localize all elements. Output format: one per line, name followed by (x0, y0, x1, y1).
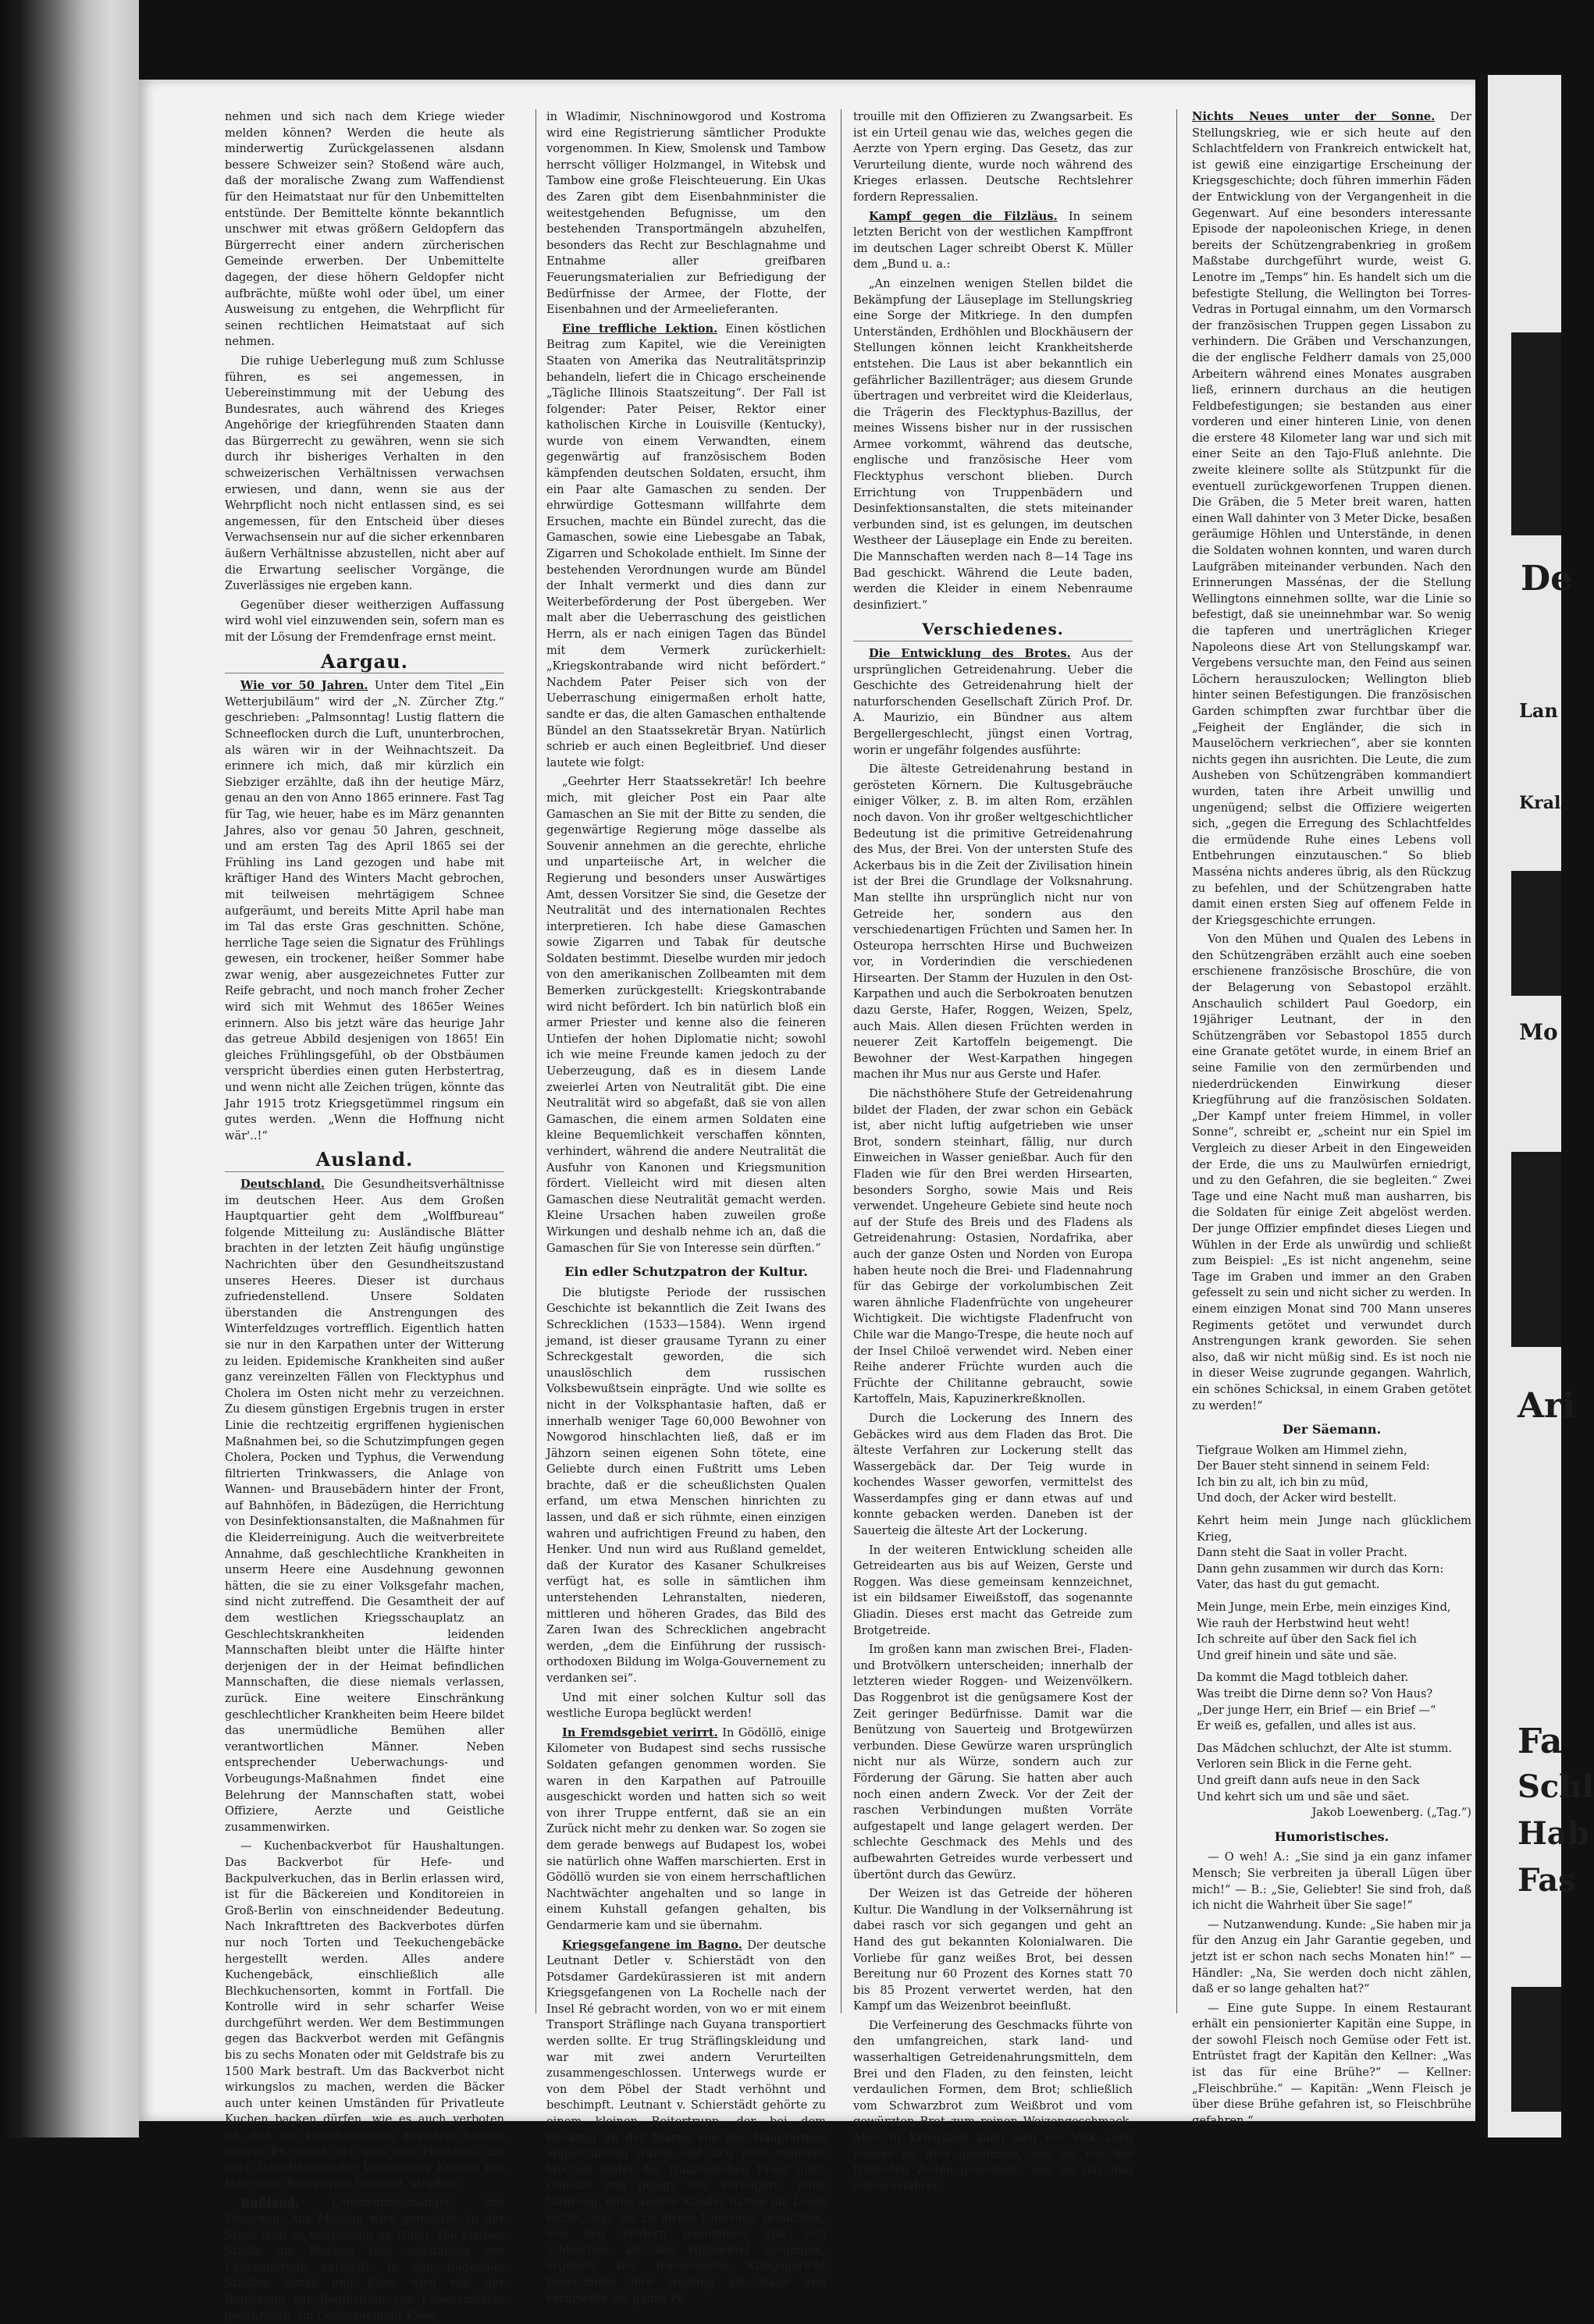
article-heading: Die Entwicklung des Brotes. (869, 647, 1071, 660)
poem-line: Verloren sein Blick in die Ferne geht. (1197, 1757, 1412, 1771)
paragraph: Die blutigste Periode der russischen Geschichte ist bekanntlich die Zeit Iwans des Schrecklichen (1533—1584). Wenn irgend jemand, ist dieser grausame Tyrann zu einer Schreckgestalt geworden, die sich unauslöschlich dem russischen Volksbewußtsein einprägte. Und wie sollte es nicht in der Volksphantasie haften, daß er innerhalb weniger Tage 60,000 Bewohner von Nowgorod hinschlachten ließ, daß er im Jähzorn seinen eigenen Sohn tötete, eine Geliebte durch einen Fußtritt ums Leben brachte, daß er die scheußlichsten Qualen erfand, um etwa Menschen hinrichten zu lassen, und daß er sich rühmte, einen einzigen wahren und aufrichtigen Freund zu haben, den Henker. Und nun wird aus Rußland gemeldet, daß der Kurator des Kasaner Schulkreises verfügt hat, es solle in sämtlichen ihm unterstehenden Lehranstalten, niederen, mittleren und höheren Grades, das Bild des Zaren Iwan des Schrecklichen angebracht werden, „dem die Einführung der russisch-orthodoxen Bildung im Wolga-Gouvernement zu verdanken sei“. (546, 1285, 826, 1685)
paragraph: Die ruhige Ueberlegung muß zum Schlusse führen, es sei angemessen, in Uebereinstimmung mit der Uebung des Bundesrates, auch während des Krieges Angehörige der kriegführenden Staaten dann das Bürgerrecht zu gewähren, wenn sie sich durch ihr bisheriges Verhalten in den schweizerischen Verhältnissen verwachsen erwiesen, und dann, wenn sie aus der Wehrpflicht noch nicht entlassen sind, es sei angemessen, für den Entscheid über dieses Verwachsensein nur auf die sicher erkennbaren äußern Verhältnisse abzustellen, nicht aber auf die Erwartung seelischer Vorgänge, die Zuverlässiges nie ergeben kann. (225, 354, 504, 593)
paragraph: Die Verfeinerung des Geschmacks führte von den umfangreichen, stark land- und wasserhaltigen Getreidenahrungsmitteln, dem Brei und den Fladen, zu den feinsten, leicht verdaulichen Formen, dem Brot; schließlich vom Schwarzbrot zum Weißbrot und vom gewürzten Brot zum reinen Weizengeschmack. Aber in Kriegszeit kann sich ein Volk auch wieder an Brot gewöhnen, wie sie vor der frühesten Zeiten gewöhnen, wie sie das nun schon erfahren. (853, 2018, 1133, 2193)
poem-stanza (1197, 1600, 1471, 1664)
paragraph: Die nächsthöhere Stufe der Getreidenahrung bildet der Fladen, der zwar schon ein Gebäck ist, aber nicht luftig aufgetrieben wie unser Brot, sondern steinhart, fällig, nur durch Einweichen in Wasser genießbar. Auch für den Fladen wie für den Brei werden Hirsearten, besonders Sorgho, sowie Mais und Reis verwendet. Ungeheure Gebiete sind heute noch auf der Stufe des Breis und des Fladens als Getreidenahrung: Ostasien, Nordafrika, aber auch der ganze Osten und Norden von Europa haben heute noch die Brei- und Fladennahrung für das Gebirge der vorkolumbischen Zeit waren ähnliche Fladenfrüchte von ungeheurer Wichtigkeit. Die wichtigste Fladenfrucht von Chile war die Mango-Trespe, die heute noch auf der Insel Chiloë verwendet wird. Neben einer Reihe anderer Früchte wurden auch die Früchte der Chilitanne gebraucht, sowie Kartoffeln, Mais, Kapuzinerkreßknollen. (853, 1087, 1133, 1406)
article-heading: Nichts Neues unter der Sonne. (1192, 110, 1436, 123)
poem-line: Er weiß es, gefallen, und alles ist aus. (1197, 1719, 1417, 1733)
poem-line: Wie rauh der Herbstwind heut weht! (1197, 1616, 1411, 1630)
article-text: In seinem letzten Bericht von der westlichen Kampffront im deutschen Lager schreibt Oberst K. Müller dem „Bund u. a.: (853, 209, 1133, 272)
paragraph: Der Weizen ist das Getreide der höheren Kultur. Die Wandlung in der Volksernährung ist dabei rasch vor sich gegangen und geht an Hand des gut bekannten Kolonialwaren. Die Vorliebe für ganz weißes Brot, bei dessen Bereitung nur 60 Prozent des Kornes statt 70 bis 85 Prozent verwertet werden, hat den Kampf um das Weizenbrot beeinflußt. (853, 1887, 1133, 2013)
paragraph: nehmen und sich nach dem Kriege wieder melden können? Werden die heute als minderwertig Zurückgelassenen alsdann bessere Schweizer sein? Stoßend wäre auch, daß der moralische Zwang zum Waffendienst für den Heimatstaat nur für den Unbemittelten entstünde. Der Bemittelte könnte bekanntlich unschwer mit etwas größern Geldopfern das Bürgerrecht einer andern zürcherischen Gemeinde erwerben. Der Unbemittelte dagegen, der diese höhern Geldopfer nicht aufbrächte, müßte wohl oder übel, um einer Ausweisung zu entgehen, die Wehrpflicht für seinen rechtlichen Heimatstaat auf sich nehmen. (225, 110, 504, 349)
poem-line: Der Bauer steht sinnend in seinem Feld: (1197, 1459, 1430, 1473)
paragraph: „Geehrter Herr Staatssekretär! Ich beehre mich, mit gleicher Post ein Paar alte Gamaschen an Sie mit der Bitte zu senden, die gegenwärtige Regierung möge dasselbe als Souvenir annehmen an die gerechte, ehrliche und unparteiische Art, in welcher die Regierung und besonders unser Auswärtiges Amt, dessen Vorsitzer Sie sind, die Gesetze der Neutralität und des internationalen Rechtes interpretieren. Ich habe diese Gamaschen sowie Zigarren und Tabak für deutsche Soldaten bestimmt. Dieselbe wurden mir jedoch von den amerikanischen Zollbeamten mit dem Bemerken zurückgestellt: Kriegskontrabande wird nicht befördert. Ich bin natürlich bloß ein armer Priester und kenne also die feineren Untiefen der hohen Diplomatie nicht; sowohl ich wie meine Freunde kamen jedoch zu der Ueberzeugung, daß es in diesem Lande zweierlei Arten von Neutralität gibt. Die eine Neutralität wird so abgefaßt, daß sie von allen Gamaschen, die einem armen Soldaten eine kleine Bequemlichkeit verschaffen könnten, verhindert, während die andere Neutralität die Ausfuhr von Kanonen und Kriegsmunition fördert. Vielleicht wird mit diesen alten Gamaschen diese Neutralität gemacht werden. Kleine Ursachen haben zuweilen große Wirkungen und deshalb nehme ich an, daß die Gamaschen für Sie von Interesse sein dürften.“ (546, 775, 826, 1255)
poem-line: Ich schreite auf über den Sack fiel ich (1197, 1633, 1417, 1647)
poem-line: Mein Junge, mein Erbe, mein einziges Kind, (1197, 1601, 1451, 1615)
next-page-edge (1480, 75, 1594, 2137)
poem-stanza (1197, 1443, 1471, 1507)
article-text: Aus der ursprünglichen Getreidenahrung. Ueber die Geschichte des Getreidenahrung hielt der naturforschenden Gesellschaft Zürich Prof. Dr. A. Maurizio, ein Bündner aus altem Bergellergeschlecht, jüngst einen Vortrag, worin er ungefähr folgendes ausführte: (853, 647, 1133, 757)
column-rule (1176, 109, 1177, 2013)
article-heading: Rußland. (240, 2196, 299, 2210)
paragraph: — Eine gute Suppe. In einem Restaurant erhält ein pensionierter Kapitän eine Suppe, in der sowohl Fleisch noch Gemüse oder Fett ist. Entrüstet fragt der Kapitän den Kellner: „Was ist das für eine Brühe?“ — Kellner: „Fleischbrühe.“ — Kapitän: „Wenn Fleisch je über diese Brühe gefahren ist, so Fleischbrühe gefahren.“ (1192, 2001, 1471, 2127)
poem-line: Vater, das hast du gut gemacht. (1197, 1578, 1380, 1592)
article-title: Ein edler Schutzpatron der Kultur. (564, 1264, 808, 1280)
edge-fragment: Lan (1519, 699, 1558, 722)
paragraph: in Wladimir, Nischninowgorod und Kostroma wird eine Registrierung sämtlicher Produkte vorgenommen. In Kiew, Smolensk und Tambow herrscht völliger Holzmangel, in Witebsk und Tambow eine große Fleischteuerung. Ein Ukas des Zaren gibt dem Eisenbahnminister die weitestgehenden Befugnisse, um den bestehenden Transportmängeln abzuhelfen, besonders das Recht zur Beschlagnahme und Entnahme aller greifbaren Feuerungsmaterialien zur Befriedigung der Bedürfnisse der Armee, der Flotte, der Eisenbahnen und der Armeelieferanten. (546, 110, 826, 317)
advert-block (1511, 1987, 1561, 2112)
poem-line: „Der junge Herr, ein Brief — ein Brief —“ (1197, 1703, 1436, 1717)
edge-fragment: Schl (1518, 1768, 1594, 1805)
paragraph: — Nutzanwendung. Kunde: „Sie haben mir ja für den Anzug ein Jahr Garantie gegeben, und jetzt ist er schon nach sechs Monaten hin!“ — Händler: „Na, Sie werden doch nicht zählen, daß er so lange gehalten hat?“ (1192, 1917, 1471, 1996)
poem-line: Dann gehn zusammen wir durch das Korn: (1197, 1562, 1444, 1576)
edge-fragment: Kral (1519, 793, 1561, 813)
edge-fragment: Hab (1518, 1815, 1589, 1852)
article-text: Einen köstlichen Beitrag zum Kapitel, wie die Vereinigten Staaten von Amerika das Neutralitätsprinzip behandeln, liefert die in Chicago erscheinende „Tägliche Illinois Staatszeitung“. Der Fall ist folgender: Pater Peiser, Rektor einer katholischen Kirche in Louisville (Kentucky), wurde von einem Verwandten, einem gegenwärtig auf französischem Boden kämpfenden deutschen Soldaten, ersucht, ihm ein Paar alte Gamaschen zu senden. Der ehrwürdige Gottesmann willfahrte dem Ersuchen, machte ein Bündel zurecht, das die Gamaschen, sowie eine Liebesgabe an Tabak, Zigarren und Schokolade enthielt. Im Sinne der bestehenden Verordnungen wurde am Bündel der Inhalt vermerkt und dies dann zur Weiterbeförderung der Post übergeben. Wer malt aber die Ueberraschung des geistlichen Herrn, als er nach einigen Tagen das Bündel mit dem Vermerk zurückerhielt: „Kriegskontrabande wird nicht befördert.“ Nachdem Pater Peiser sich von der Ueberraschung einigermaßen erholt hatte, sandte er das, die alten Gamaschen enthaltende Bündel an den Staatssekretär Bryan. Natürlich schrieb er auch einen Begleitbrief. Und dieser lautete wie folgt: (546, 322, 826, 769)
poem-stanza (1197, 1741, 1471, 1805)
column-4 (1192, 109, 1471, 2127)
edge-fragment: Fa (1518, 1722, 1563, 1761)
article-heading: Deutschland. (240, 1178, 325, 1191)
article-heading: Kriegsgefangene im Bagno. (562, 1938, 742, 1952)
paragraph: — Kuchenbackverbot für Haushaltungen. Das Backverbot für Hefe- und Backpulverkuchen, das in Berlin erlassen wird, ist für die Bäckereien und Konditoreien in Groß-Berlin von einschneidender Bedeutung. Nach Inkrafttreten des Backverbotes dürfen nur noch Torten und Teekuchengebäcke hergestellt werden. Alles andere Kuchengebäck, einschließlich alle Blechkuchensorten, kommt in Fortfall. Die Kontrolle wird in sehr scharfer Weise durchgeführt werden. Wer dem Bestimmungen gegen das Backverbot werden mit Gefängnis bis zu sechs Monaten oder mit Geldstrafe bis zu 1500 Mark bestraft. Um das Backverbot nicht wirkungslos zu machen, werden die Bäcker auch unter keinen Umständen für Privatleute Kuchen backen dürfen, wie es auch verboten ist, daß die Haushaltungen auswärts backen lassen. Es macht sich also jede Hausfrau, die nach Inkrafttreten der Verordnung Kuchen mit Hefe oder Backpulver herstellt, strafbar. (225, 1839, 504, 2191)
advert-block (1511, 1152, 1561, 1347)
paragraph: — O weh! A.: „Sie sind ja ein ganz infamer Mensch; Sie verbreiten ja überall Lügen über mich!“ — B.: „Sie, Geliebter! Sie sind froh, daß ich nicht die Wahrheit über Sie sage!“ (1192, 1850, 1471, 1913)
paragraph: Die älteste Getreidenahrung bestand in gerösteten Körnern. Die Kultusgebräuche einiger Völker, z. B. im alten Rom, erzählen noch davon. Von ihr großer weltgeschichtlicher Bedeutung ist die primitive Getreidenahrung des Mus, der Brei. Von der untersten Stufe des Ackerbaus bis in die Zeit der Zivilisation hinein ist der Brei die Grundlage der Volksnahrung. Man stellte ihn ursprünglich nicht nur von Getreide her, sondern aus den verschiedenartigen Früchten und Samen her. In Osteuropa herrschten Hirse und Buchweizen vor, in Vorderindien die verschiedenen Hirsearten. Der Stamm der Huzulen in den Ost-Karpathen und auch die Serbokroaten benutzen dazu Gerste, Hafer, Roggen, Weizen, Spelz, auch Mais. Allen diesen Früchten werden in neuerer Zeit Kartoffeln beigemengt. Die Bewohner der West-Karpathen hingegen machen ihr Mus nur aus Gerste und Hafer. (853, 762, 1133, 1082)
article-text: In Gödöllö, einige Kilometer von Budapest sind sechs russische Soldaten gefangen genommen worden. Sie waren in den Karpathen auf Patrouille ausgeschickt worden und hatten sich so weit von ihrer Truppe entfernt, daß sie an ein Zurück nicht mehr zu denken war. So zogen sie dem gerade benwegs auf Budapest los, wobei sie natürlich ohne Waffen marschierten. Erst in Gödöllö wurden sie von einem herrschaftlichen Nachtwächter angehalten und so lange in einem Kuhstall gefangen gehalten, bis Gendarmerie kam und sie übernahm. (546, 1725, 827, 1932)
article-text: Lebensmittelmangel und Teuerung. Aus Moskau wird gemeldet: In der Stadt fehlt es vollständig an Hafer. Die kleinen Städte um Moskau sind vollständig von Lebensmitteln entblößt. In den folgenden Städten Kursk und Kiew wird von der Regierung zur Requisition von Lebensmitteln geschritten. Im Gouvernement Kiew, (225, 2196, 504, 2322)
advert-block (1511, 871, 1561, 996)
book-spine (0, 0, 139, 2137)
advert-block (1511, 332, 1561, 535)
article-text: Unter dem Titel „Ein Wetterjubiläum“ wird der „N. Zürcher Ztg.“ geschrieben: „Palmsonntag! Lustig flattern die Schneeflocken durch die Luft, ununterbrochen, als wären wir in der Weihnachtszeit. Da erinnere ich mich, daß mir kürzlich ein Siebziger erzählte, daß ihn der heutige März, genau an den von Anno 1865 erinnere. Fast Tag für Tag, wie heuer, habe es im März genannten Jahres, also vor genau 50 Jahren, geschneit, und am ersten Tag des April 1865 sei der Frühling ins Land gezogen und habe mit kräftiger Hand des Winters Macht gebrochen, mit teilweisen mehrtägigem Schnee aufgeräumt, und bereits Mitte April habe man im Tal das erste Gras geschnitten. Schöne, herrliche Tage seien die Signatur des Frühlings gewesen, ein trockener, heißer Sommer habe zwar wenig, aber ausgezeichnetes Futter zur Reife gebracht, und noch manch froher Zecher wird sich mit Wehmut des 1865er Weines erinnern. Also bis jetzt wäre das heurige Jahr das getreue Abbild desjenigen von 1865! Ein gleiches Frühlingsgefühl, ob der Obstbäumen verspricht überdies einen guten Herbstertrag, und wenn nicht alle Zeichen trügen, könnte das Jahr 1915 trotz Kriegsgetümmel ringsum ein gutes werden. „Wenn die Hoffnung nicht wär'..!“ (225, 679, 505, 1142)
paragraph: Im großen kann man zwischen Brei-, Fladen- und Brotvölkern unterscheiden; innerhalb der letzteren wieder Roggen- und Weizenvölkern. Das Roggenbrot ist die genügsamere Kost der Zeit geringer Bedürfnisse. Damit war die Benützung von Sauerteig und Brotgewürzen verbunden. Diese Gewürze waren ursprünglich nicht nur als Würze, sondern auch zur Förderung der Gärung. Sie hatten aber auch noch einen andern Zweck. Vor der Zeit der raschen Verbindungen mußten Vorräte aufgestapelt und lange gelagert werden. Der schlechte Geschmack des Mehls und des aufbewahrten Getreides wurde verbessert und übertönt durch das Gewürz. (853, 1643, 1133, 1882)
poem-line: Kehrt heim mein Junge nach glücklichem Krieg, (1197, 1514, 1471, 1544)
poem-line: Und doch, der Acker wird bestellt. (1197, 1491, 1397, 1505)
poem-stanza (1197, 1513, 1471, 1594)
column-2 (546, 109, 827, 2305)
poem-line: Das Mädchen schluchzt, der Alte ist stumm. (1197, 1741, 1452, 1755)
poem-line: Und kehrt sich um und säe und säet. (1197, 1789, 1410, 1803)
paragraph: In der weiteren Entwicklung scheiden alle Getreidearten aus bis auf Weizen, Gerste und Roggen. Was diese gemeinsam kennzeichnet, ist ein bildsamer Eiweißstoff, das sogenannte Gliadin. Dieses erst macht das Getreide zum Brotgetreide. (853, 1543, 1133, 1637)
paragraph: Von den Mühen und Qualen des Lebens in den Schützengräben erzählt auch eine soeben erschienene französische Broschüre, die von der Belagerung von Sebastopol erzählt. Anschaulich schildert Paul Goedorp, ein 19jähriger Leutnant, der in den Schützengräben vor Sebastopol 1855 durch eine Granate getötet wurde, in einem Brief an seine Familie von den zermürbenden und niederdrückenden Einwirkung dieser Kriegführung auf die französischen Soldaten. „Der Kampf unter freiem Himmel, in voller Sonne“, schreibt er, „scheint nur ein Spiel im Vergleich zu dieser Arbeit in den Eingeweiden der Erde, die uns zu Maulwürfen erniedrigt, und zu den Gefahren, die sie begleiten.“ Zwei Tage und eine Nacht muß man ausharren, bis die Soldaten für einige Zeit abgelöst werden. Der junge Offizier empfindet dieses Liegen und Wühlen in der Erde als unwürdig und schließt zum Beispiel: „Es ist nicht angenehm, seine Tage im Graben und immer an den Graben gefesselt zu sein und nicht sicher zu werden. In einem einzigen Monat sind 700 Mann unseres Regiments getötet und verwundet durch Anstrengungen krank geworden. Sie sehen also, daß wir nicht müßig sind. Es ist noch nie in dieser Weise zugrunde gegangen. Wahrlich, ein schönes Schicksal, in einem Graben getötet zu werden!“ (1192, 933, 1471, 1413)
edge-fragment: Ari (1518, 1386, 1576, 1426)
section-heading-verschiedenes: Verschiedenes. (853, 621, 1133, 641)
paragraph: Und mit einer solchen Kultur soll das westliche Europa beglückt werden! (546, 1690, 826, 1721)
page-gap (1480, 75, 1488, 2137)
poem-line: Dann steht die Saat in voller Pracht. (1197, 1546, 1407, 1560)
article-text: Der Stellungskrieg, wie er sich heute auf den Schlachtfeldern von Frankreich entwickelt hat, ist gewiß eine einzigartige Erscheinung der Kriegsgeschichte; doch führen immerhin Fäden der Entwicklung von der Vergangenheit in die Gegenwart. Auf eine besonders interessante Episode der napoleonischen Kriege, in denen bereits der Schützengrabenkrieg in großem Maßstabe durchgeführt wurde, weist G. Lenotre im „Temps“ hin. Es handelt sich um die befestigte Stellung, die Wellington bei Torres-Vedras in Portugal einnahm, um den Vormarsch der französischen Truppen gegen Lissabon zu verhindern. Die Gräben und Verschanzungen, die der englische Feldherr damals von 25,000 Arbeitern während eines Monates ausgraben ließ, erinnern durchaus an die heutigen Feldbefestigungen; sie bestanden aus einer vorderen und einer hinteren Linie, von denen die erstere 48 Kilometer lang war und sich mit einer Seite an den Tajo-Fluß anlehnte. Die zweite kleinere sollte als Stützpunkt für die eventuell zurückgeworfenen Truppen dienen. Die Gräben, die 5 Meter breit waren, hatten einen Wall dahinter von 3 Meter Dicke, besaßen geräumige Höhlen und Unterstände, in denen die Soldaten wohnen konnten, und waren durch Laufgräben miteinander verbunden. Nach den Erinnerungen Massénas, der die Stellung Wellingtons einnehmen sollte, war die Linie so befestigt, daß sie uneinnehmbar war. So wenig die tapferen und unerträglichen Krieger Napoleons diese Art von Stellungskampf war. Vergebens versuchte man, den Feind aus seinen Löchern herauszulocken; Wellington blieb hinter seinen Befestigungen. Die französischen Garden schimpften zwar furchtbar über die „Feigheit der Engländer, die sich in Mauselöchern verkriechen“, aber sie konnten nichts gegen ihn ausrichten. Die Leute, die zum Ausheben von Schützengräben kommandiert wurden, taten ihre Arbeit unwillig und ungenügend; selbst die Offiziere weigerten sich, „gegen die Erregung des Schlachtfeldes die ermüdende Ruhe eines Lebens voll Entbehrungen einzutauschen.“ So blieb Masséna nichts anderes übrig, als den Rückzug zu befehlen, und der Schützengraben hatte damit einen ersten Sieg auf offenem Felde in der Kriegsgeschichte errungen. (1192, 110, 1471, 927)
column-3 (853, 109, 1133, 2193)
poem-author: Jakob Loewenberg. („Tag.“) (1311, 1806, 1471, 1820)
paragraph: „An einzelnen wenigen Stellen bildet die Bekämpfung der Läuseplage im Stellungskrieg eine Sorge der Mitkriege. In den dumpfen Unterständen, Erdhöhlen und Blockhäusern der Stellungen können leicht Krankheitsherde entstehen. Die Laus ist aber bekanntlich ein gefährlicher Bazillenträger; aus diesem Grunde übertragen und verbreitet wird die Kleiderlaus, die Trägerin des Flecktyphus-Bazillus, der meines Wissens bisher nur in der russischen Armee vorkommt, während das deutsche, englische und französische Heer vom Flecktyphus verschont blieben. Durch Errichtung von Truppenbädern und Desinfektionsanstalten, die stets miteinander verbunden sind, ist es gelungen, im deutschen Westheer der Läuseplage ein Ende zu bereiten. Die Mannschaften werden nach 8—14 Tage ins Bad geschickt. Während die Leute baden, werden die Kleider in einem Nebenraume desinfiziert.“ (853, 276, 1133, 612)
column-rule (535, 109, 536, 2013)
paragraph: Gegenüber dieser weitherzigen Auffassung wird wohl viel einzuwenden sein, sofern man es mit der Lösung der Fremdenfrage ernst meint. (225, 598, 504, 644)
column-1 (225, 109, 505, 2322)
article-text: Der deutsche Leutnant Detler v. Schierstädt von den Potsdamer Gardekürassieren ist mit andern Kriegsgefangenen von La Rochelle nach der Insel Ré gebracht worden, von wo er mit einem Transport Sträflinge nach Guyana transportiert werden sollte. Er trug Sträflingskleidung und war mit zwei andern Verurteilten zusammengeschlossen. Unterwegs wurde er von dem Pöbel der Stadt verhöhnt und beschimpft. Leutnant v. Schierstädt gehörte zu einem kleinen Reitertrupp, der bei dem Rückzug an der Marne von der Hauptarmee abgeschnitten wurde und sich noch mehrere Wochen hinter der französischen Front hielt. Gehetzt und gejagt von Verfolgern, ohne Nahrung, ohne andere Kleider hatten die Leute nichts, was sie zu ihrem Unterhalt brauchten, von den Feldern genommen und sich schließlich, als alle Hilfsmittel ausgingen, ergeben. Das französische Kriegsgericht bezeichnete ihre Haltung als Raub und verurteilte die ganze Pa- (546, 1938, 826, 2305)
edge-fragment: De (1521, 559, 1573, 599)
section-heading-humor: Humoristisches. (1274, 1828, 1389, 1844)
paragraph: trouille mit den Offizieren zu Zwangsarbeit. Es ist ein Urteil genau wie das, welches gegen die Aerzte von Ypern erging. Das Gesetz, das zur Verurteilung diente, wurde noch während des Krieges erlassen. Deutsche Rechtslehrer fordern Repressalien. (853, 110, 1133, 204)
poem-line: Und greif hinein und säte und säe. (1197, 1648, 1397, 1662)
article-heading: In Fremdsgebiet verirrt. (562, 1725, 718, 1739)
paragraph: Durch die Lockerung des Innern des Gebäckes wird aus dem Fladen das Brot. Die älteste Verfahren zur Lockerung stellt das Wassergebäck dar. Der Teig wurde in kochendes Wasser geworfen, vermittelst des Wasserdampfes ging er dann etwas auf und konnte gebacken werden. Daneben ist der Sauerteig die älteste Art der Lockerung. (853, 1411, 1133, 1538)
poem-line: Ich bin zu alt, ich bin zu müd, (1197, 1475, 1369, 1489)
article-heading: Wie vor 50 Jahren. (240, 679, 368, 693)
article-heading: Eine treffliche Lektion. (562, 322, 718, 336)
article-heading: Kampf gegen die Filzläus. (869, 209, 1058, 223)
article-text: Die Gesundheitsverhältnisse im deutschen Heer. Aus dem Großen Hauptquartier geht dem „Wolffbureau“ folgende Mitteilung zu: Ausländische Blätter brachten in der letzten Zeit häufig ungünstige Nachrichten über den Gesundheitszustand unseres Heeres. Dieser ist durchaus zufriedenstellend. Unsere Soldaten überstanden die Anstrengungen des Winterfeldzuges vortrefflich. Eigentlich hatten sie nur in den Karpathen unter der Witterung zu leiden. Epidemische Krankheiten sind außer ganz vereinzelten Fällen von Flecktyphus und Cholera im Osten nicht mehr zu verzeichnen. Zu diesem günstigen Ergebnis trugen in erster Linie die rechtzeitig ergriffenen hygienischen Maßnahmen bei, so die Schutzimpfungen gegen Cholera, Pocken und Typhus, die Verwendung filtrierten Trinkwassers, die Anlage von Wannen- und Brausebädern hinter der Front, auf Bahnhöfen, in Bädezügen, die Herrichtung von Desinfektionsanstalten, die Maßnahmen für die Kleiderreinigung. Auch die weitverbreitete Annahme, daß geschlechtliche Krankheiten in unserm Heere eine Ausdehnung gewonnen hätten, die sie zu einer Volksgefahr machen, sind nicht zutreffend. Die Gesamtheit der auf dem westlichen Kriegsschauplatz an Geschlechtskrankheiten leidenden Mannschaften bleibt unter die Hälfte hinter derjenigen der in der Heimat befindlichen Mannschaften, die diese niemals verlassen, zurück. Eine weitere Einschränkung geschlechtlicher Krankheiten beim Heere bildet das unermüdliche Bemühen aller verantwortlichen Männer. Neben entsprechender Ueberwachungs- und Vorbeugungs-Maßnahmen findet eine Belehrung der Mannschaften statt, wobei Offiziere, Aerzte und Geistliche zusammenwirken. (225, 1178, 504, 1834)
poem-line: Was treibt die Dirne denn so? Von Haus? (1197, 1687, 1433, 1700)
edge-fragment: Fas (1518, 1862, 1576, 1899)
poem-line: Tiefgraue Wolken am Himmel ziehn, (1197, 1443, 1407, 1457)
poem-line: Da kommt die Magd totbleich daher. (1197, 1671, 1409, 1685)
poem-line: Und greift dann aufs neue in den Sack (1197, 1773, 1420, 1787)
edge-fragment: Mo (1519, 1019, 1558, 1045)
section-heading-ausland: Ausland. (225, 1152, 504, 1172)
section-heading-aargau: Aargau. (225, 654, 504, 674)
poem-stanza (1197, 1670, 1471, 1734)
poem-title: Der Säemann. (1282, 1422, 1382, 1437)
